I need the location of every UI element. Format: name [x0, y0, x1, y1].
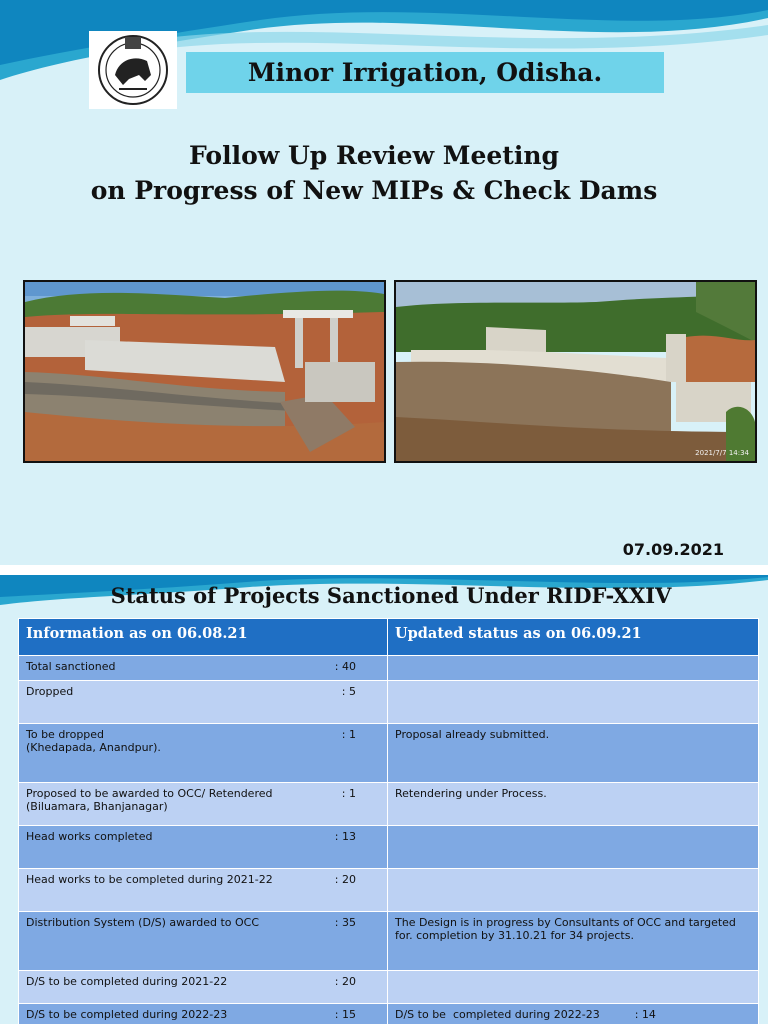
- status-title: Status of Projects Sanctioned Under RIDF-XXIV: [110, 583, 672, 608]
- row-info-cell: [19, 681, 388, 724]
- row-update-text: The Design is in progress by Consultants of OCC and targeted for. completion by 31.10.21 for 34 projects.: [395, 916, 740, 942]
- row-update-cell: [388, 783, 759, 826]
- table-row: [19, 724, 759, 783]
- table-row: [19, 783, 759, 826]
- meeting-date: 07.09.2021: [622, 540, 724, 559]
- row-value: : 5: [341, 685, 356, 698]
- table-row: [19, 656, 759, 681]
- org-title-banner: [186, 52, 664, 93]
- status-table-body: [19, 656, 759, 1024]
- row-update-cell: [388, 1004, 759, 1024]
- row-value: : 35: [334, 916, 356, 929]
- row-update-cell: [388, 971, 759, 1004]
- row-update-cell: [388, 912, 759, 971]
- check-dam-photo-2: [394, 280, 757, 463]
- table-row: [19, 1004, 759, 1024]
- row-info-cell: [19, 826, 388, 869]
- row-update-text: Proposal already submitted.: [395, 728, 550, 741]
- row-info-cell: [19, 1004, 388, 1024]
- status-slide: [0, 575, 768, 1024]
- meeting-title: [0, 138, 748, 208]
- meeting-title-line-1: Follow Up Review Meeting: [189, 141, 559, 170]
- row-update-cell: [388, 681, 759, 724]
- row-label: Dropped: [26, 685, 74, 698]
- odisha-emblem-logo: [89, 31, 177, 109]
- row-value: : 1: [341, 728, 356, 741]
- status-table: [18, 618, 759, 1024]
- row-label: To be dropped: [26, 728, 105, 741]
- photo-timestamp: 2021/7/7 14:34: [695, 449, 749, 457]
- row-update-cell: [388, 724, 759, 783]
- row-value: : 1: [341, 787, 356, 800]
- row-label: Proposed to be awarded to OCC/ Retendered: [26, 787, 273, 800]
- row-sublabel: (Biluamara, Bhanjanagar): [26, 800, 168, 813]
- row-update-cell: [388, 826, 759, 869]
- row-label: Head works to be completed during 2021-22: [26, 873, 273, 886]
- table-row: [19, 869, 759, 912]
- row-info-cell: [19, 912, 388, 971]
- row-label: D/S to be completed during 2021-22: [26, 975, 228, 988]
- row-label: Total sanctioned: [26, 660, 116, 673]
- row-value: : 20: [334, 873, 356, 886]
- row-update-text: Retendering under Process.: [395, 787, 547, 800]
- row-info-cell: [19, 656, 388, 681]
- meeting-title-line-2: on Progress of New MIPs & Check Dams: [90, 176, 658, 205]
- row-update-text: D/S to be completed during 2022-23 : 14: [395, 1008, 656, 1021]
- row-label: D/S to be completed during 2022-23: [26, 1008, 228, 1021]
- table-row: [19, 681, 759, 724]
- row-label: Distribution System (D/S) awarded to OCC: [26, 916, 260, 929]
- row-update-cell: [388, 869, 759, 912]
- row-value: : 40: [334, 660, 356, 673]
- row-sublabel: (Khedapada, Anandpur).: [26, 741, 161, 754]
- row-info-cell: [19, 724, 388, 783]
- header-left: Information as on 06.08.21: [19, 619, 388, 656]
- table-row: [19, 912, 759, 971]
- row-info-cell: [19, 869, 388, 912]
- row-label: Head works completed: [26, 830, 153, 843]
- row-update-cell: [388, 656, 759, 681]
- header-right: Updated status as on 06.09.21: [388, 619, 759, 656]
- row-value: : 15: [334, 1008, 356, 1021]
- org-title: Minor Irrigation, Odisha.: [247, 58, 603, 87]
- row-info-cell: [19, 783, 388, 826]
- status-table-header: [19, 619, 759, 656]
- table-row: [19, 971, 759, 1004]
- row-info-cell: [19, 971, 388, 1004]
- row-value: : 20: [334, 975, 356, 988]
- table-row: [19, 826, 759, 869]
- check-dam-photo-1: [23, 280, 386, 463]
- row-value: : 13: [334, 830, 356, 843]
